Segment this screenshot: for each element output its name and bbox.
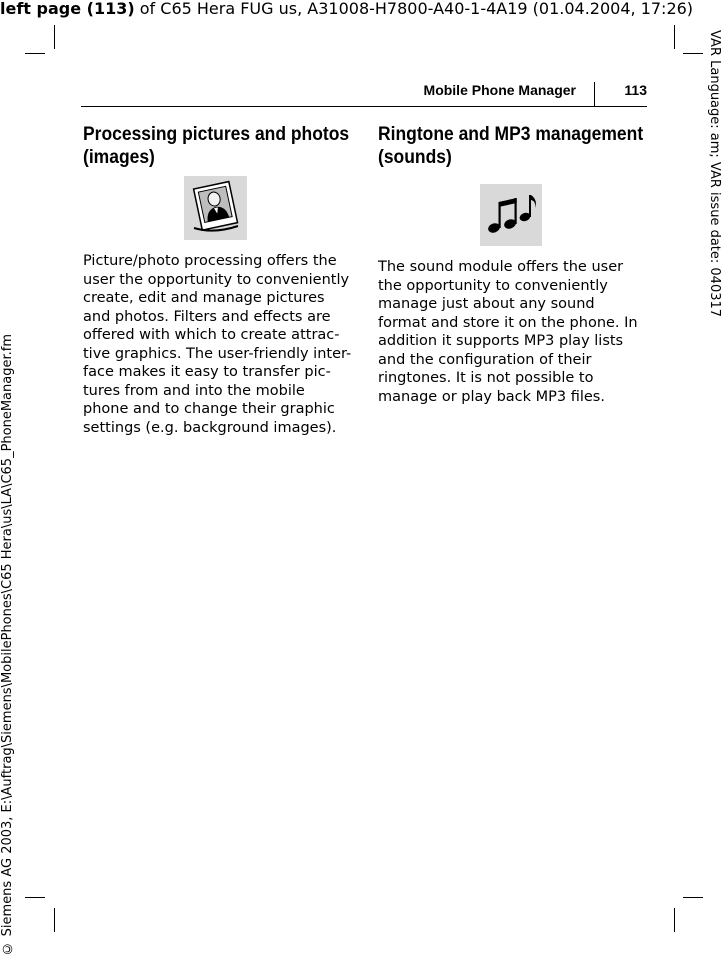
section-images (83, 123, 353, 169)
print-info-line (0, 0, 693, 18)
var-language-note: VAR Language: am; VAR issue date: 040317 (707, 30, 722, 318)
music-notes-icon (480, 184, 542, 246)
crop-mark (683, 53, 703, 54)
header-title: Mobile Phone Manager (423, 82, 576, 98)
page-number: 113 (624, 82, 647, 98)
section-heading-sounds: Ringtone and MP3 management (sounds) (378, 124, 644, 168)
section-heading-images: Processing pictures and photos (images) (83, 124, 350, 168)
picture-icon (184, 176, 247, 240)
copyright-path-note: © Siemens AG 2003, E:\Auftrag\Siemens\MobilePhones\C65 Hera\us\LA\C65_PhoneManager.fm (0, 333, 15, 955)
crop-mark (674, 908, 675, 932)
crop-mark (674, 25, 675, 49)
paragraph-images: Picture/photo processing offers the user the opportunity to conveniently create, edit and manage pictures and photos. Filters and effects are offered with which to create attrac-tive graphics. The user-friendly inter-face makes it easy to transfer pic-tures from and into the mobile phone and to change their graphic settings (e.g. background images). (83, 253, 352, 436)
crop-mark (25, 897, 45, 898)
crop-mark (54, 25, 55, 49)
print-info-details: of C65 Hera FUG us, A31008-H7800-A40-1-4A19 (01.04.2004, 17:26) (134, 0, 694, 18)
page-header (81, 82, 647, 107)
section-body-images (83, 252, 353, 437)
crop-mark (25, 53, 45, 54)
picture-icon-graphic (184, 176, 247, 240)
crop-mark (54, 908, 55, 932)
music-notes-icon-graphic (480, 184, 542, 246)
paragraph-sounds: The sound module offers the user the opportunity to conveniently manage just about any sound format and store it on the phone. In addition it supports MP3 play lists and the configuration of their ringtones. It is not possible to manage or play back MP3 files. (378, 259, 638, 405)
section-sounds (378, 123, 648, 169)
print-info-page: left page (113) (0, 0, 135, 18)
crop-mark (683, 897, 703, 898)
header-divider (594, 82, 595, 106)
section-body-sounds (378, 258, 646, 406)
